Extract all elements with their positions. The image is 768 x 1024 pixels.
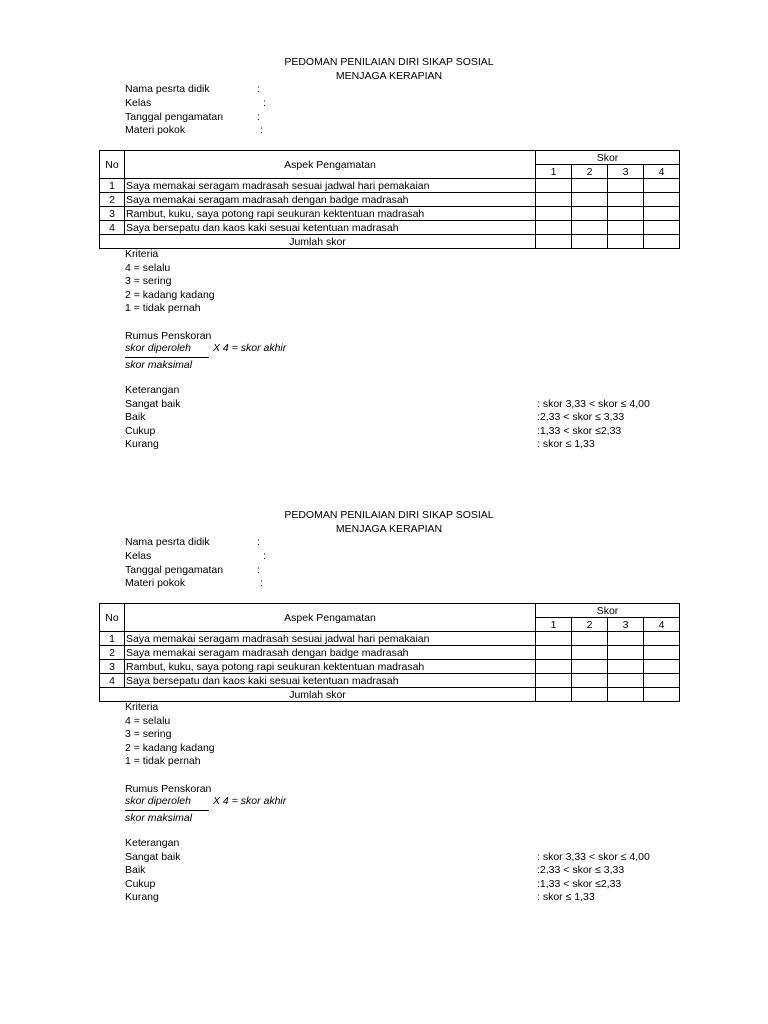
skor-level-4: 4 [644,165,680,179]
row-aspek: Rambut, kuku, saya potong rapi seukuran kektentuan madrasah [125,207,536,221]
kriteria-section [125,701,215,769]
keterangan-item [125,438,685,452]
keterangan-range: :2,33 < skor ≤ 3,33 [537,411,625,424]
observation-table [99,603,680,702]
row-no: 2 [100,646,125,660]
score-cell[interactable] [644,193,680,207]
keterangan-range: :1,33 < skor ≤2,33 [537,424,622,437]
keterangan-label: Baik [125,411,146,424]
skor-level-1: 1 [536,165,572,179]
kriteria-heading: Kriteria [125,701,159,713]
header-aspek: Aspek Pengamatan [125,151,536,179]
score-cell[interactable] [572,221,608,235]
score-cell[interactable] [572,179,608,193]
formula-denominator: skor maksimal [125,359,193,371]
score-cell[interactable] [572,646,608,660]
form-title: PEDOMAN PENILAIAN DIRI SIKAP SOSIAL [284,56,494,68]
row-aspek: Saya bersepatu dan kaos kaki sesuai ketentuan madrasah [125,674,536,688]
row-no: 1 [100,179,125,193]
table-row [100,660,680,674]
table-row [100,632,680,646]
keterangan-range: : skor 3,33 < skor ≤ 4,00 [537,850,650,863]
header-skor: Skor [536,151,680,165]
form-title: PEDOMAN PENILAIAN DIRI SIKAP SOSIAL [284,509,494,521]
keterangan-item [125,411,685,425]
total-score-cell[interactable] [608,688,644,702]
score-cell[interactable] [536,660,572,674]
total-label: Jumlah skor [100,688,536,702]
skor-level-2: 2 [572,165,608,179]
header-aspek: Aspek Pengamatan [125,604,536,632]
kriteria-heading: Kriteria [125,248,159,260]
assessment-form-1 [0,0,768,451]
keterangan-label: Sangat baik [125,850,181,863]
field-nama-label: Nama pesrta didik [125,83,210,95]
field-tanggal-label: Tanggal pengamatan [125,564,224,576]
table-header-row [100,151,680,165]
field-kelas-colon: : [263,97,266,109]
keterangan-section [125,384,685,452]
header-no: No [100,151,125,179]
score-cell[interactable] [644,221,680,235]
keterangan-item [125,851,685,865]
score-cell[interactable] [608,193,644,207]
field-nama-colon: : [257,83,260,95]
total-score-cell[interactable] [572,688,608,702]
total-score-cell[interactable] [536,688,572,702]
rumus-heading: Rumus Penskoran [125,783,212,795]
form-subtitle: MENJAGA KERAPIAN [335,523,443,535]
header-skor: Skor [536,604,680,618]
score-cell[interactable] [644,660,680,674]
row-aspek: Saya bersepatu dan kaos kaki sesuai ketentuan madrasah [125,221,536,235]
rumus-section [125,783,345,828]
kriteria-item: 1 = tidak pernah [125,755,201,768]
keterangan-label: Sangat baik [125,397,181,410]
score-cell[interactable] [644,179,680,193]
field-materi-colon: : [260,124,263,136]
keterangan-range: :2,33 < skor ≤ 3,33 [537,864,625,877]
skor-level-3: 3 [608,165,644,179]
assessment-form-2 [0,453,768,904]
row-aspek: Saya memakai seragam madrasah dengan badge madrasah [125,646,536,660]
field-kelas-label: Kelas [125,550,152,562]
score-cell[interactable] [644,632,680,646]
keterangan-label: Kurang [125,891,159,904]
row-no: 4 [100,221,125,235]
table-row [100,179,680,193]
score-cell[interactable] [572,207,608,221]
score-cell[interactable] [608,632,644,646]
table-row [100,193,680,207]
keterangan-item [125,878,685,892]
score-cell[interactable] [608,646,644,660]
skor-level-2: 2 [572,618,608,632]
field-materi-colon: : [260,577,263,589]
score-cell[interactable] [608,674,644,688]
skor-level-4: 4 [644,618,680,632]
table-row [100,646,680,660]
row-no: 3 [100,207,125,221]
table-row [100,674,680,688]
score-cell[interactable] [608,207,644,221]
keterangan-range: : skor ≤ 1,33 [537,438,595,451]
total-label: Jumlah skor [100,235,536,249]
keterangan-range: : skor 3,33 < skor ≤ 4,00 [537,397,650,410]
table-row [100,221,680,235]
form-subtitle: MENJAGA KERAPIAN [335,70,443,82]
kriteria-item: 4 = selalu [125,261,171,274]
keterangan-item [125,425,685,439]
score-cell[interactable] [536,674,572,688]
keterangan-label: Cukup [125,424,156,437]
row-no: 2 [100,193,125,207]
kriteria-item: 2 = kadang kadang [125,741,215,754]
row-aspek: Saya memakai seragam madrasah dengan badge madrasah [125,193,536,207]
field-nama-label: Nama pesrta didik [125,536,210,548]
kriteria-item: 1 = tidak pernah [125,302,201,315]
score-cell[interactable] [536,632,572,646]
kriteria-item: 4 = selalu [125,714,171,727]
fraction-bar [125,357,209,358]
score-cell[interactable] [608,660,644,674]
score-cell[interactable] [644,646,680,660]
kriteria-item: 3 = sering [125,728,172,741]
table-header-row [100,604,680,618]
row-aspek: Rambut, kuku, saya potong rapi seukuran kektentuan madrasah [125,660,536,674]
kriteria-item: 2 = kadang kadang [125,288,215,301]
total-score-cell[interactable] [644,235,680,249]
table-total-row [100,235,680,249]
keterangan-label: Kurang [125,438,159,451]
keterangan-item [125,864,685,878]
row-aspek: Saya memakai seragam madrasah sesuai jadwal hari pemakaian [125,632,536,646]
keterangan-label: Baik [125,864,146,877]
kriteria-item: 3 = sering [125,275,172,288]
field-materi-label: Materi pokok [125,124,186,136]
score-cell[interactable] [572,193,608,207]
score-cell[interactable] [608,221,644,235]
keterangan-heading: Keterangan [125,384,180,396]
field-tanggal-colon: : [257,111,260,123]
skor-level-1: 1 [536,618,572,632]
skor-level-3: 3 [608,618,644,632]
score-cell[interactable] [572,674,608,688]
formula-multiplier: X 4 = skor akhir [213,795,287,807]
keterangan-label: Cukup [125,877,156,890]
score-cell[interactable] [536,646,572,660]
table-row [100,207,680,221]
rumus-section [125,330,345,375]
field-kelas-colon: : [263,550,266,562]
score-cell[interactable] [572,632,608,646]
score-cell[interactable] [644,207,680,221]
formula-denominator: skor maksimal [125,812,193,824]
formula-numerator: skor diperoleh [125,795,191,807]
row-aspek: Saya memakai seragam madrasah sesuai jadwal hari pemakaian [125,179,536,193]
row-no: 1 [100,632,125,646]
formula-multiplier: X 4 = skor akhir [213,342,287,354]
score-cell[interactable] [644,674,680,688]
total-score-cell[interactable] [644,688,680,702]
header-no: No [100,604,125,632]
keterangan-item [125,891,685,905]
field-kelas-label: Kelas [125,97,152,109]
keterangan-range: :1,33 < skor ≤2,33 [537,877,622,890]
formula-numerator: skor diperoleh [125,342,191,354]
fraction-bar [125,810,209,811]
row-no: 4 [100,674,125,688]
field-tanggal-label: Tanggal pengamatan [125,111,224,123]
row-no: 3 [100,660,125,674]
field-nama-colon: : [257,536,260,548]
table-total-row [100,688,680,702]
score-cell[interactable] [536,179,572,193]
keterangan-heading: Keterangan [125,837,180,849]
score-cell[interactable] [536,193,572,207]
keterangan-range: : skor ≤ 1,33 [537,891,595,904]
total-score-cell[interactable] [608,235,644,249]
score-cell[interactable] [608,179,644,193]
score-cell[interactable] [536,207,572,221]
keterangan-item [125,398,685,412]
keterangan-section [125,837,685,905]
field-tanggal-colon: : [257,564,260,576]
total-score-cell[interactable] [536,235,572,249]
score-cell[interactable] [572,660,608,674]
total-score-cell[interactable] [572,235,608,249]
kriteria-section [125,248,215,316]
field-materi-label: Materi pokok [125,577,186,589]
score-cell[interactable] [536,221,572,235]
observation-table [99,150,680,249]
rumus-heading: Rumus Penskoran [125,330,212,342]
